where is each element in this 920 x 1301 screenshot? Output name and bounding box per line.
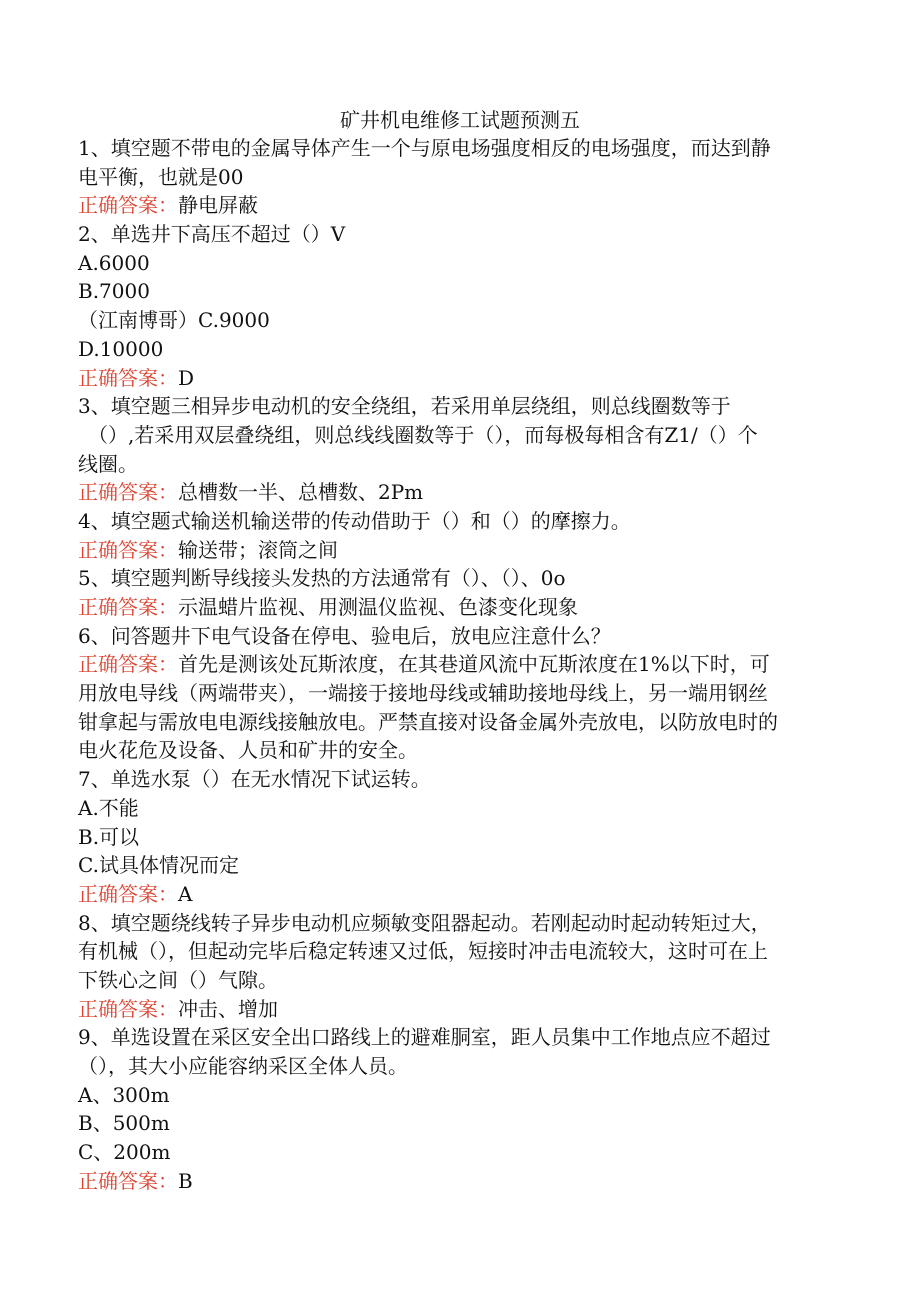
answer-line <box>78 995 838 1024</box>
option: C.试具体情况而定 <box>78 853 239 878</box>
answer-text: 静电屏蔽 <box>178 193 258 218</box>
option: B.可以 <box>78 824 140 849</box>
question-1 <box>78 134 838 220</box>
answer-line <box>78 880 838 909</box>
question-2 <box>78 220 838 392</box>
option: A.6000 <box>78 250 150 275</box>
option: B、500m <box>78 1111 170 1136</box>
answer-line <box>78 650 838 679</box>
option: D.10000 <box>78 336 164 361</box>
answer-line <box>78 364 838 393</box>
answer-line <box>78 191 838 220</box>
question-3 <box>78 392 838 507</box>
answer-text: 输送带；滚筒之间 <box>178 537 338 562</box>
question-text: 9、单选设置在采区安全出口路线上的避难胴室，距人员集中工作地点应不超过 <box>78 1025 771 1050</box>
answer-text: B <box>178 1168 193 1193</box>
question-list <box>78 134 838 1195</box>
answer-label: 正确答案： <box>78 652 178 677</box>
question-text: 8、填空题绕线转子异步电动机应频敏变阻器起动。若刚起动时起动转矩过大， <box>78 910 771 935</box>
question-8 <box>78 909 838 1024</box>
question-text: 3、填空题三相异步电动机的安全绕组，若采用单层绕组，则总线圈数等于 <box>78 394 731 419</box>
option: （江南博哥）C.9000 <box>78 308 270 333</box>
question-text: （），其大小应能容纳采区全体人员。 <box>78 1054 408 1078</box>
answer-label: 正确答案： <box>78 365 178 390</box>
question-text: 6、问答题井下电气设备在停电、验电后，放电应注意什么？ <box>78 623 611 648</box>
question-6 <box>78 622 838 765</box>
question-text: 7、单选水泵（）在无水情况下试运转。 <box>78 767 431 792</box>
option: C、200m <box>78 1140 171 1165</box>
answer-text: 示温蜡片监视、用测温仪监视、色漆变化现象 <box>178 595 578 619</box>
answer-text-continued: 电火花危及设备、人员和矿井的安全。 <box>78 738 418 763</box>
question-text: 5、填空题判断导线接头发热的方法通常有（）、（）、0o <box>78 566 566 591</box>
answer-text-continued: 钳拿起与需放电电源线接触放电。严禁直接对设备金属外壳放电，以防放电时的 <box>78 709 778 734</box>
answer-label: 正确答案： <box>78 193 178 218</box>
answer-text: A <box>178 881 193 906</box>
question-text: 有机械（），但起动完毕后稳定转速又过低，短接时冲击电流较大，这时可在上 <box>78 939 768 964</box>
answer-label: 正确答案： <box>78 595 178 619</box>
answer-line <box>78 1167 838 1196</box>
answer-line <box>78 478 838 507</box>
answer-text: D <box>178 365 195 390</box>
answer-label: 正确答案： <box>78 881 178 906</box>
question-4 <box>78 507 838 564</box>
question-text: 2、单选井下高压不超过（）V <box>78 222 346 247</box>
question-text: 4、填空题式输送机输送带的传动借助于（）和（）的摩擦力。 <box>78 508 631 533</box>
question-9 <box>78 1023 838 1195</box>
answer-label: 正确答案： <box>78 1168 178 1193</box>
question-text: 线圈。 <box>78 451 138 476</box>
answer-text-continued: 用放电导线（两端带夹），一端接于接地母线或辅助接地母线上，另一端用钢丝 <box>78 681 768 706</box>
question-text: 电平衡，也就是00 <box>78 164 244 189</box>
answer-label: 正确答案： <box>78 996 178 1021</box>
option: A、300m <box>78 1082 170 1107</box>
answer-text: 总槽数一半、总槽数、2Pm <box>178 480 424 505</box>
question-7 <box>78 765 838 908</box>
answer-line <box>78 593 838 622</box>
answer-text: 首先是测该处瓦斯浓度，在其巷道风流中瓦斯浓度在1%以下时，可 <box>178 652 770 677</box>
option: B.7000 <box>78 279 150 304</box>
answer-text: 冲击、增加 <box>178 996 278 1021</box>
page-title: 矿井机电维修工试题预测五 <box>340 108 580 132</box>
answer-label: 正确答案： <box>78 480 178 505</box>
answer-label: 正确答案： <box>78 537 178 562</box>
question-text: 下铁心之间（）气隙。 <box>78 967 278 992</box>
question-text: 1、填空题不带电的金属导体产生一个与原电场强度相反的电场强度，而达到静 <box>78 136 771 160</box>
question-5 <box>78 564 838 621</box>
question-text: （）,若采用双层叠绕组，则总线线圈数等于（），而每极每相含有Z1/（）个 <box>88 422 758 447</box>
option: A.不能 <box>78 795 139 820</box>
answer-line <box>78 536 838 565</box>
